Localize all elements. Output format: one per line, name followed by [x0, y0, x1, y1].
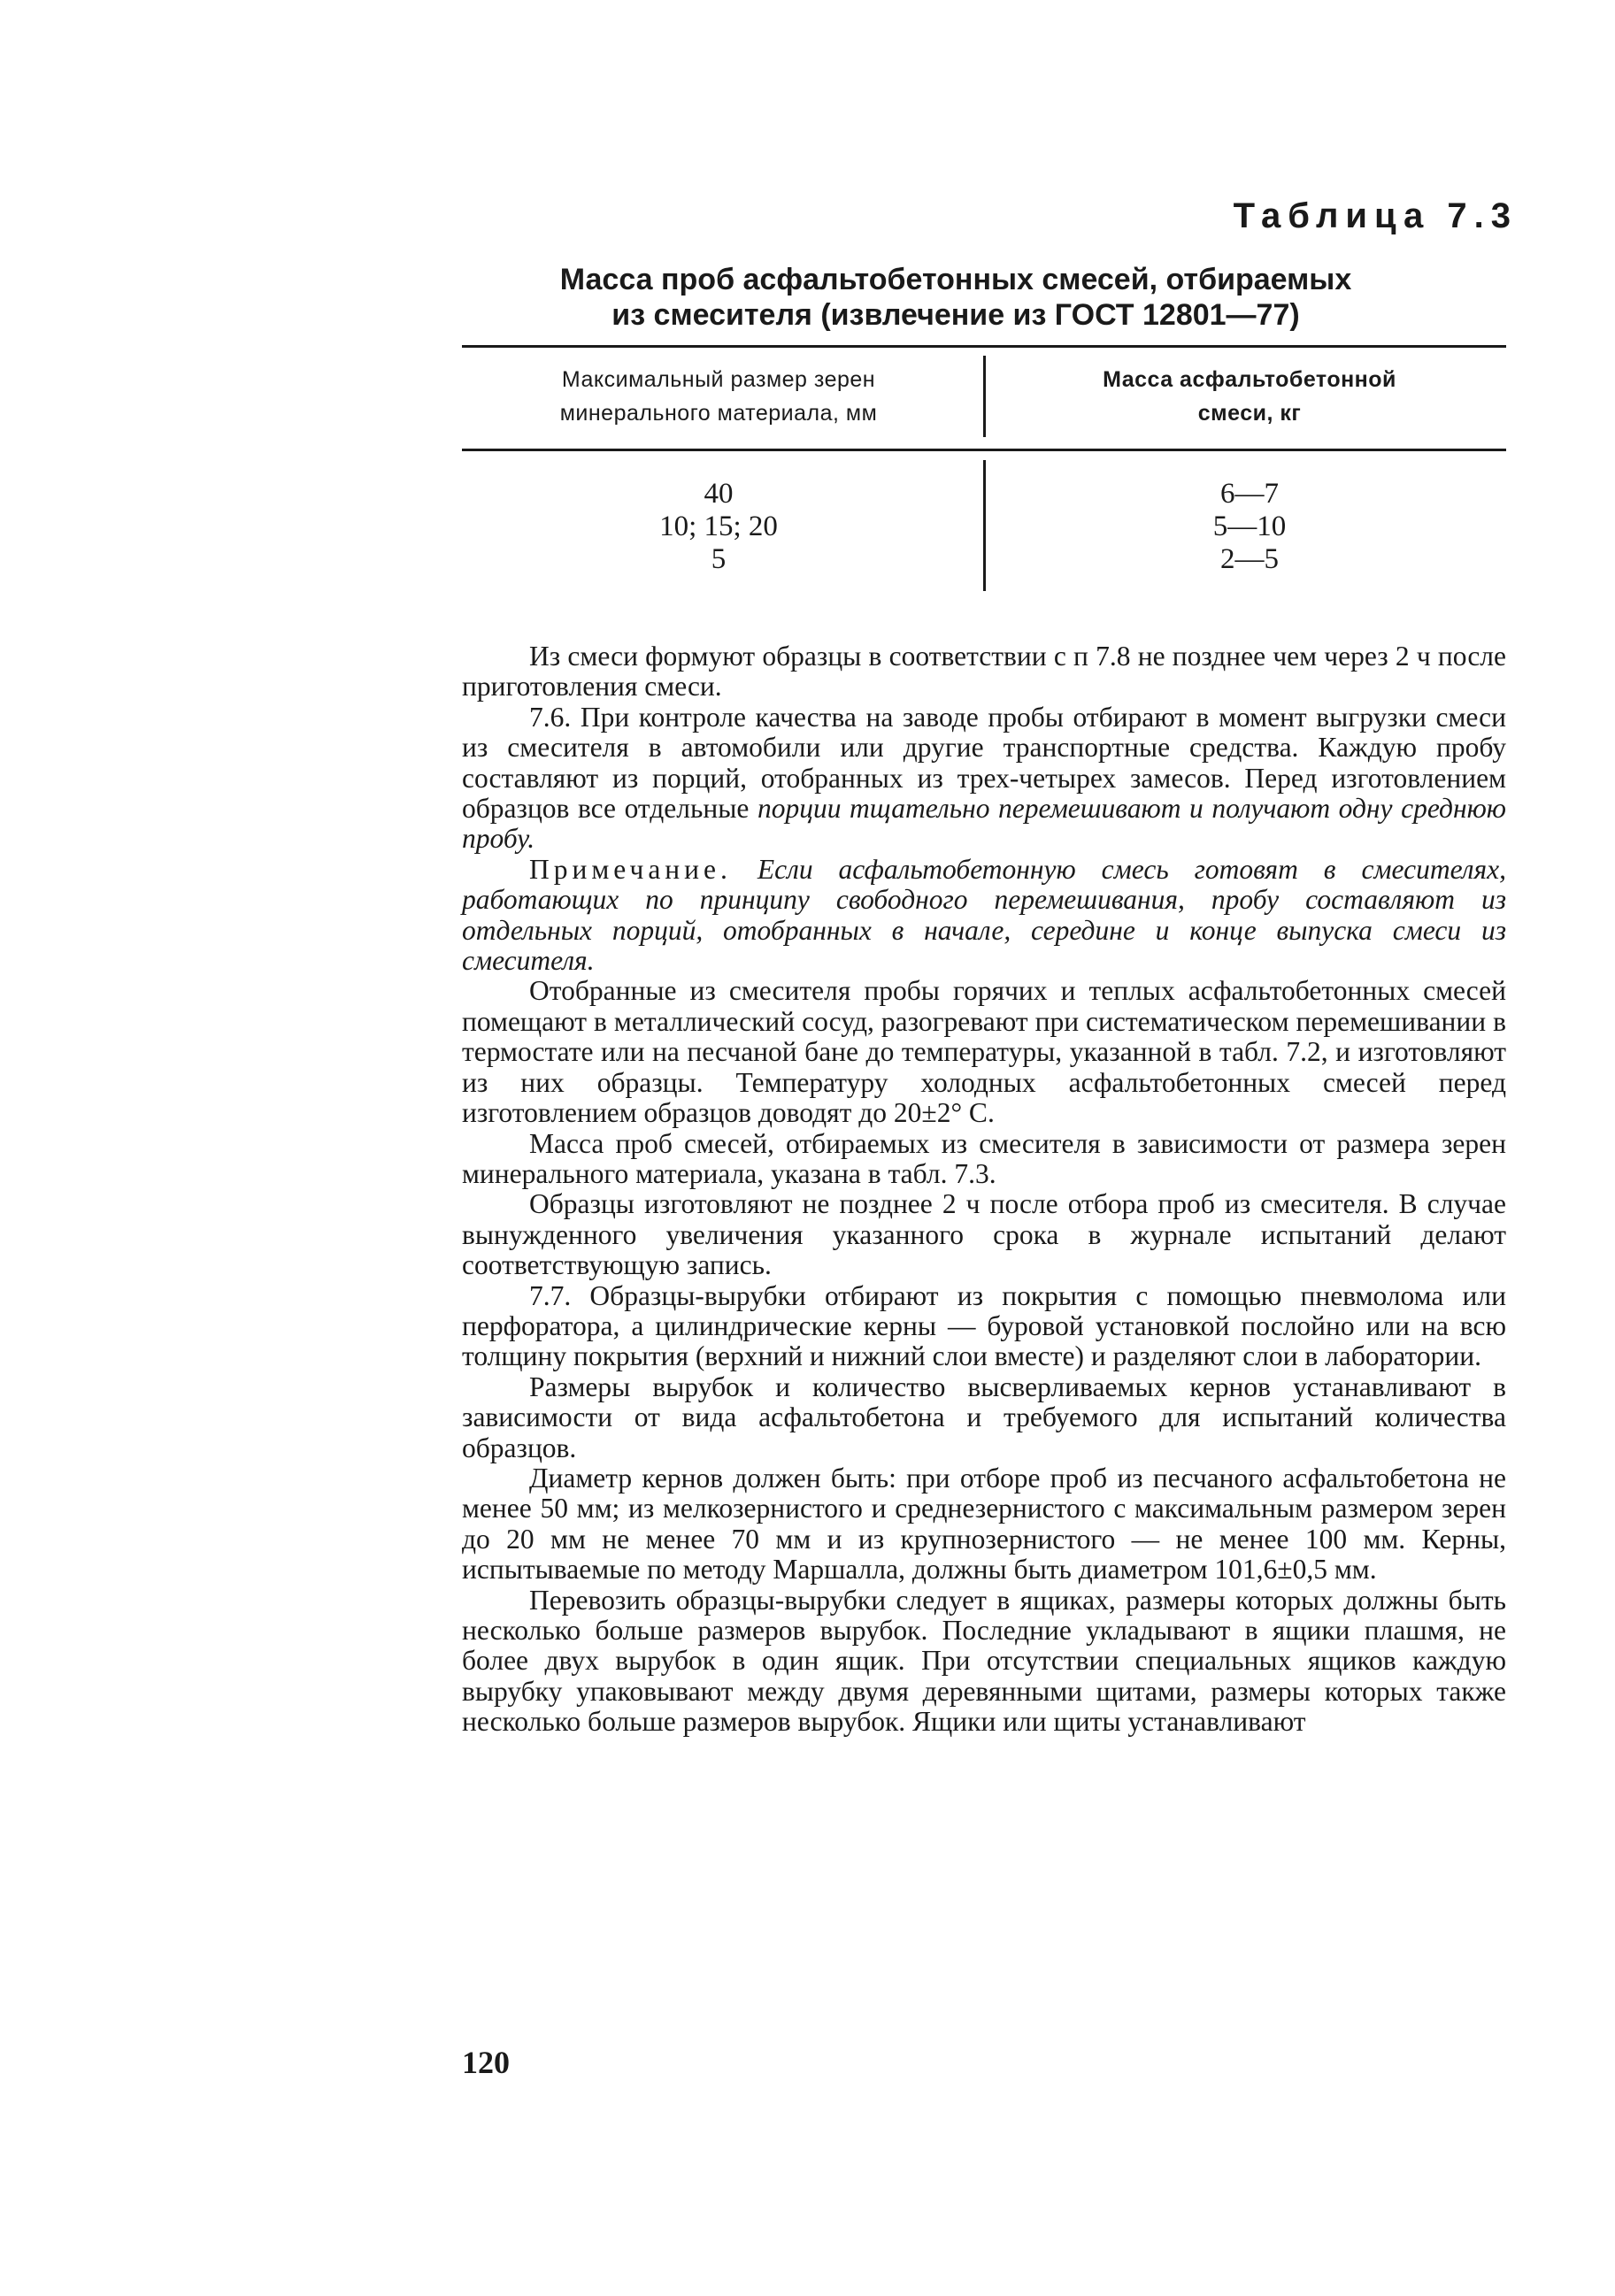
note-paragraph — [462, 855, 1506, 977]
table-number: Таблица 7.3 — [1233, 196, 1518, 235]
paragraph-sample-timing: Образцы изготовляют не позднее 2 ч после отбора проб из смесителя. В случае вынужденного увеличения указанного срока в журнале испытаний делают соответствующую запись. — [462, 1188, 1506, 1281]
table-top-rule — [462, 345, 1506, 348]
paragraph-7-6 — [462, 703, 1506, 855]
paragraph-hot-mix-heating: Отобранные из смесителя пробы горячих и теплых асфальтобетонных смесей помещают в металлический сосуд, разогревают при систематическом перемешивании в термостате или на песчаной бане до температуры, указанной в табл. 7.2, и изготовляют из них образцы. Температуру холодных асфальтобетонных смесей перед изготовлением образцов доводят до 20±2° С. — [462, 975, 1506, 1129]
grain-size-cells — [462, 478, 975, 576]
table-cell-mass: 5—10 — [1212, 511, 1287, 542]
table-header-rule — [462, 449, 1506, 451]
paragraph-7-6-italic: порции тщательно перемешивают и получают одну среднюю пробу. — [462, 793, 1507, 855]
table-cell-mass: 6—7 — [1220, 478, 1279, 510]
table-caption-line-1: Масса проб асфальтобетонных смесей, отбираемых — [559, 263, 1352, 296]
mix-mass-cells — [993, 478, 1506, 576]
table-caption-line-2: из смесителя (извлечение из ГОСТ 12801—77) — [611, 298, 1300, 332]
paragraph-sample-mass: Масса проб смесей, отбираемых из смесителя в зависимости от размера зерен минерального материала, указана в табл. 7.3. — [462, 1127, 1506, 1189]
note-label: Примечание. — [529, 853, 732, 885]
table-caption — [460, 262, 1451, 333]
paragraph-core-diameter: Диаметр кернов должен быть: при отборе проб из песчаного асфальтобетона не менее 50 мм; из мелкозернистого и среднезернистого с максимальным размером зерен до 20 мм не менее 70 мм и из крупнозернистого — не менее 100 мм. Керны, испытываемые по методу Маршалла, должны быть диаметром 101,6±0,5 мм. — [462, 1462, 1506, 1586]
paragraph-transport: Перевозить образцы-вырубки следует в ящиках, размеры которых должны быть несколько больше размеров вырубок. Последние укладывают в ящики плашмя, не более двух вырубок в один ящик. При отсутствии специальных ящиков каждую вырубку упаковывают между двумя деревянными щитами, размеры которых также несколько больше размеров вырубок. Ящики или щиты устанавливают — [462, 1584, 1506, 1738]
paragraph-7-7: 7.7. Образцы-вырубки отбирают из покрытия с помощью пневмолома или перфоратора, а цилиндрические керны — буровой установкой послойно или на всю толщину покрытия (верхний и нижний слои вместе) и разделяют слои в лаборатории. — [462, 1279, 1506, 1372]
column-header-mix-mass-line-1: Масса асфальтобетонной — [1103, 367, 1396, 392]
paragraph-sample-forming: Из смеси формуют образцы в соответствии с п 7.8 не позднее чем через 2 ч после приготовления смеси. — [462, 641, 1506, 703]
column-header-mix-mass — [993, 363, 1506, 430]
note-text: Если асфальтобетонную смесь готовят в смесителях, работающих по принципу свободного перемешивания, пробу составляют из отдельных порций, отобранных в начале, середине и конце выпуска смеси из смесителя. — [462, 853, 1507, 977]
body-text — [462, 641, 1506, 1738]
table-cell-mass: 2—5 — [1220, 543, 1279, 575]
table-header-divider — [983, 356, 986, 437]
paragraph-core-sizes: Размеры вырубок и количество высверливаемых кернов устанавливают в зависимости от вида асфальтобетона и требуемого для испытаний количества образцов. — [462, 1371, 1506, 1463]
column-header-grain-size-line-2: минерального материала, мм — [559, 401, 878, 426]
column-header-grain-size-line-1: Максимальный размер зерен — [561, 367, 876, 392]
table-cell-size: 10; 15; 20 — [659, 511, 778, 542]
column-header-mix-mass-line-2: смеси, кг — [1197, 401, 1302, 426]
table-body-divider — [983, 460, 986, 591]
paragraph-7-6-text: 7.6. При контроле качества на заводе пробы отбирают в момент выгрузки смеси из смесителя в автомобили или другие транспортные средства. Каждую пробу составляют из порций, отобранных из трех-четырех замесов. Перед изготовлением образцов все отдельные — [462, 701, 1506, 825]
table-cell-size: 40 — [704, 478, 734, 510]
column-header-grain-size — [462, 363, 975, 430]
table-cell-size: 5 — [711, 543, 727, 575]
page-number: 120 — [462, 2045, 510, 2080]
